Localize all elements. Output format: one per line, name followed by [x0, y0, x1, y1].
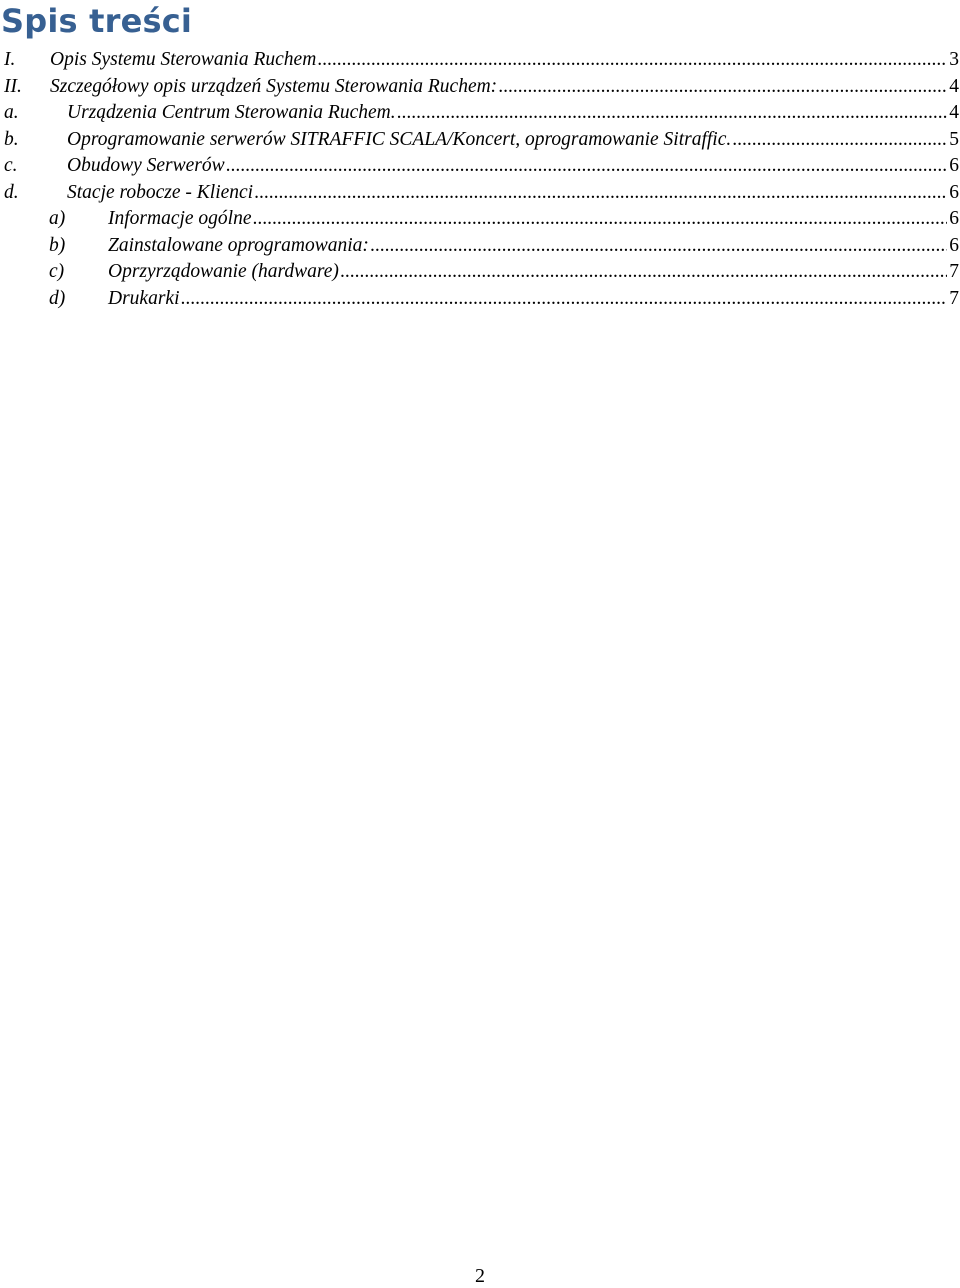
- toc-entry-label: Zainstalowane oprogramowania:: [108, 234, 369, 256]
- dot-leader: [498, 76, 947, 98]
- toc-entry-label: Oprzyrządowanie (hardware): [108, 261, 339, 282]
- toc-entry-label: Stacje robocze - Klienci: [67, 181, 254, 203]
- dot-leader: [226, 155, 947, 177]
- toc-entry-page: 7: [949, 287, 959, 309]
- toc-entry[interactable]: [4, 182, 959, 209]
- toc-entry[interactable]: [4, 129, 959, 156]
- toc-entry-label: Informacje ogólne: [108, 208, 252, 229]
- toc-entry-label: Drukarki: [108, 287, 180, 309]
- toc-entry[interactable]: [4, 102, 959, 129]
- toc-entry-number: c): [49, 261, 65, 282]
- toc-entry-page: 6: [949, 234, 959, 256]
- toc-entry-number: a): [49, 208, 66, 229]
- toc-entry[interactable]: [4, 76, 959, 103]
- toc-entry-number: d.: [4, 181, 19, 203]
- toc-title: Spis treści: [1, 2, 193, 40]
- dot-leader: [397, 102, 947, 124]
- toc-entry-page: 4: [949, 75, 959, 97]
- dot-leader: [317, 49, 947, 71]
- toc-entry-number: a.: [4, 102, 19, 123]
- dot-leader: [732, 129, 947, 151]
- dot-leader: [254, 182, 947, 204]
- toc-entry[interactable]: [4, 208, 959, 235]
- page-number: 2: [475, 1265, 485, 1287]
- dot-leader: [370, 235, 947, 257]
- toc-entry[interactable]: [4, 49, 959, 76]
- toc-entry-number: b.: [4, 128, 19, 150]
- toc-entry-label: Obudowy Serwerów: [67, 155, 225, 176]
- toc-entry-label: Urządzenia Centrum Sterowania Ruchem.: [67, 102, 396, 123]
- toc-entry-label: Opis Systemu Sterowania Ruchem: [50, 49, 317, 70]
- toc-entry-number: I.: [4, 49, 16, 70]
- toc-entry[interactable]: [4, 288, 959, 315]
- dot-leader: [340, 261, 947, 283]
- toc-entry-page: 5: [949, 128, 959, 150]
- dot-leader: [253, 208, 947, 230]
- toc-entry-label: Oprogramowanie serwerów SITRAFFIC SCALA/Koncert, oprogramowanie Sitraffic.: [67, 128, 732, 150]
- toc-entry-page: 6: [949, 181, 959, 203]
- table-of-contents: [4, 49, 959, 314]
- toc-entry-page: 6: [949, 208, 959, 229]
- toc-entry[interactable]: [4, 235, 959, 262]
- toc-entry-number: b): [49, 234, 66, 256]
- toc-entry-page: 4: [949, 102, 959, 123]
- toc-entry[interactable]: [4, 155, 959, 182]
- toc-entry-number: d): [49, 287, 66, 309]
- toc-entry[interactable]: [4, 261, 959, 288]
- dot-leader: [181, 288, 948, 310]
- toc-entry-page: 7: [949, 261, 959, 282]
- toc-entry-page: 3: [949, 49, 959, 70]
- toc-entry-page: 6: [949, 155, 959, 176]
- toc-entry-number: c.: [4, 155, 18, 176]
- toc-entry-label: Szczegółowy opis urządzeń Systemu Sterowania Ruchem:: [50, 75, 498, 97]
- toc-entry-number: II.: [4, 75, 22, 97]
